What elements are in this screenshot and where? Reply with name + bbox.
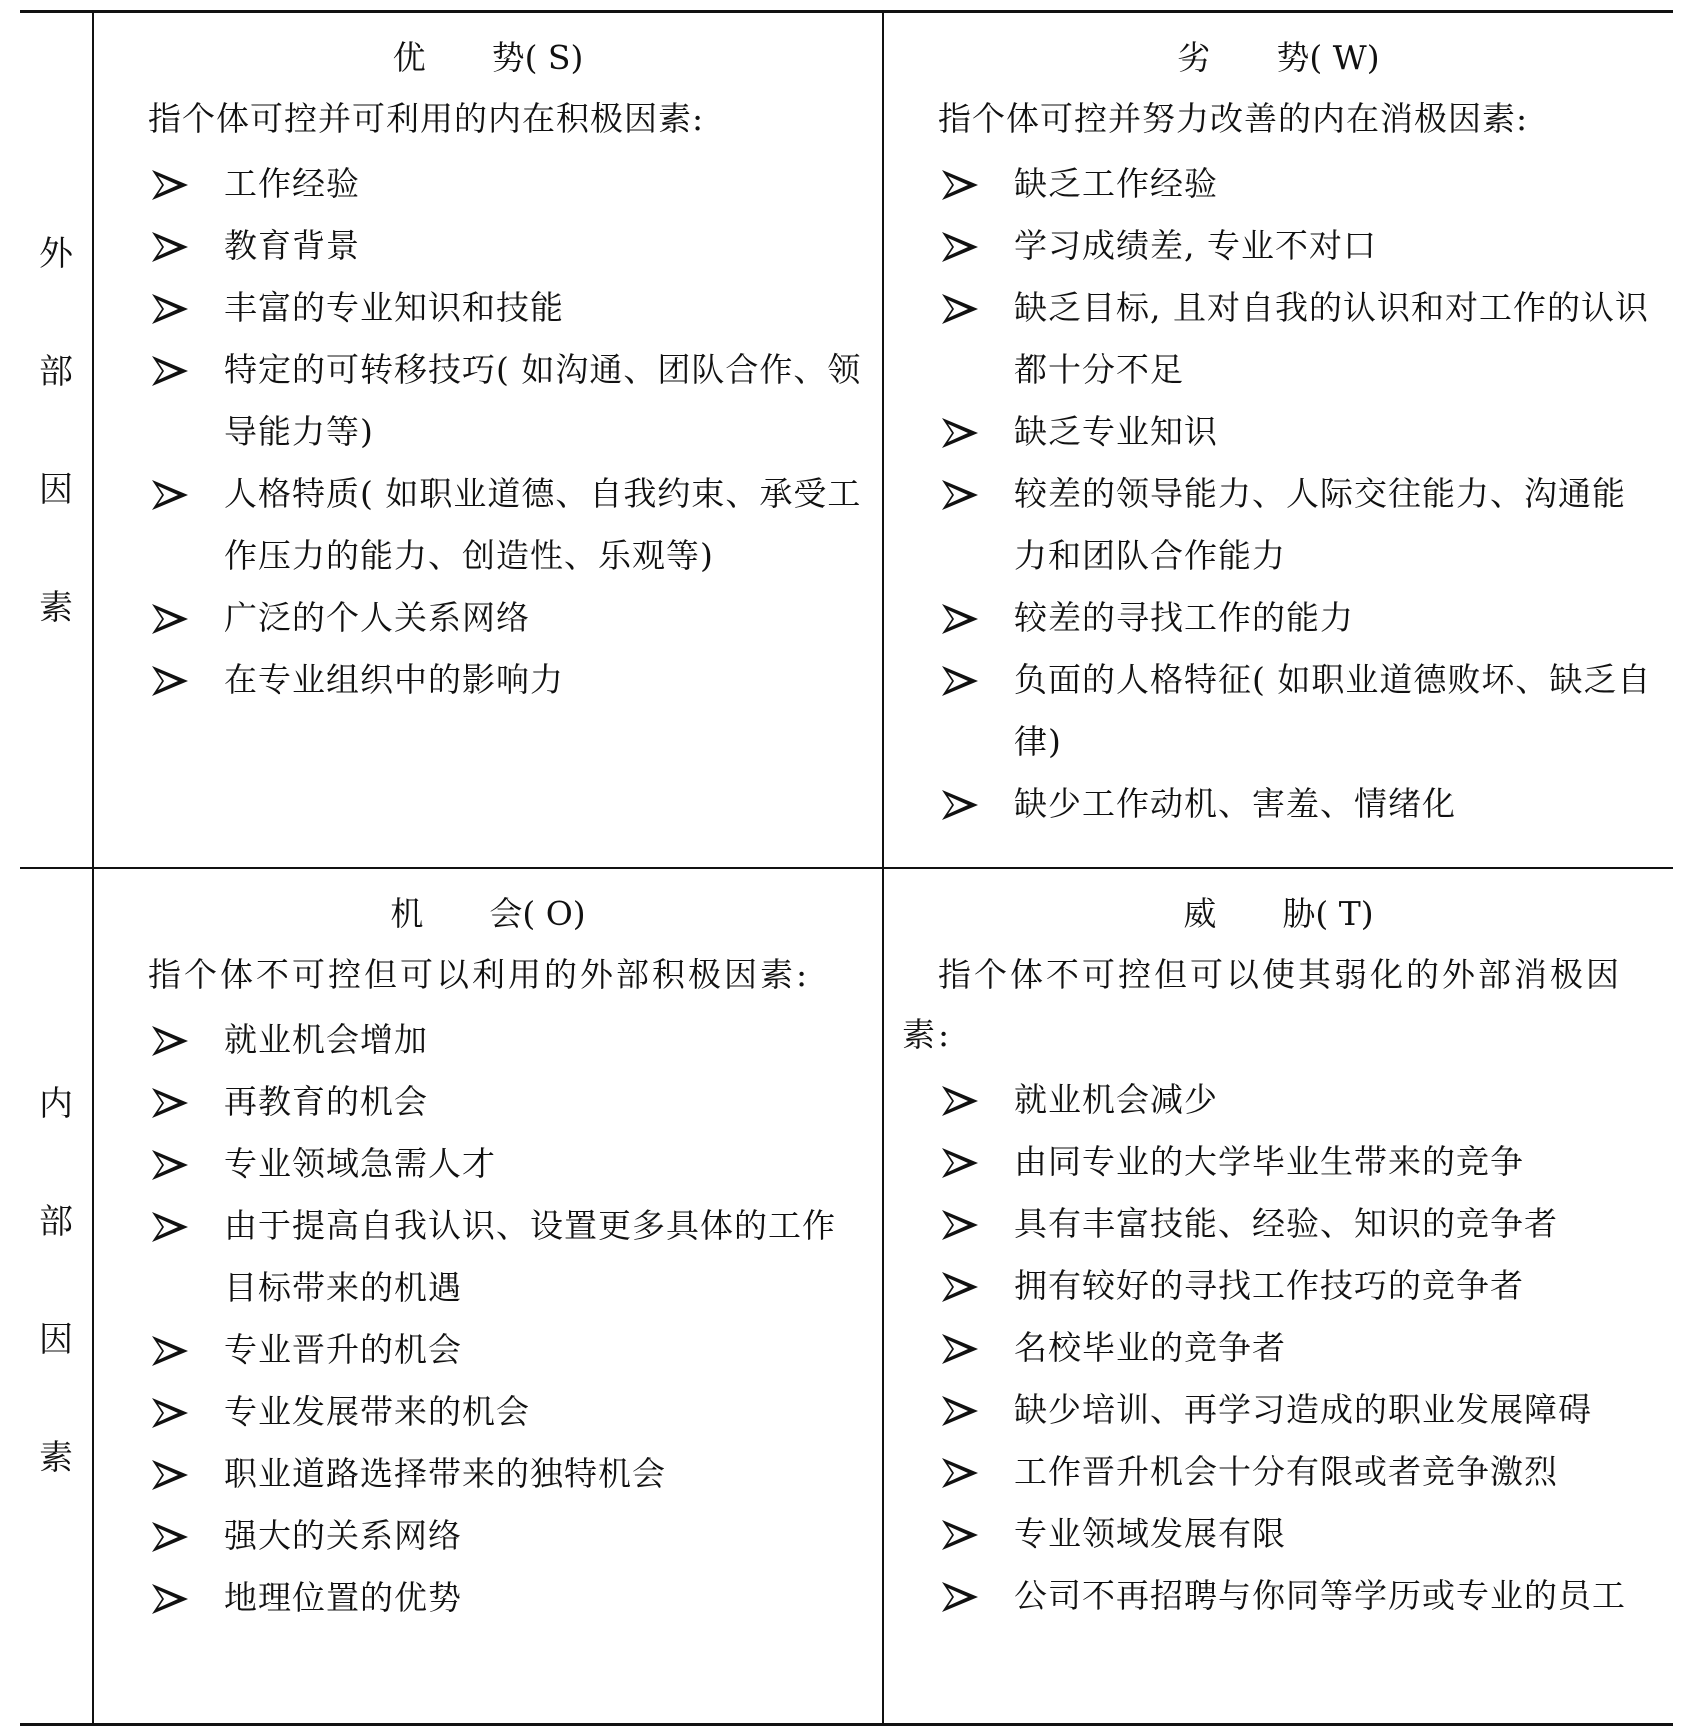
list-item <box>902 587 1655 649</box>
list-item-text: 就业机会增加 <box>224 1020 428 1059</box>
list-item <box>112 277 864 339</box>
arrowhead-bullet-icon <box>940 1271 980 1303</box>
list-item <box>902 773 1655 835</box>
arrowhead-bullet-icon <box>940 603 980 635</box>
arrowhead-bullet-icon <box>150 1397 190 1429</box>
arrowhead-bullet-icon <box>150 1087 190 1119</box>
list-item <box>112 1319 864 1381</box>
side-char: 素 <box>39 588 73 628</box>
list-item-text: 缺少工作动机、害羞、情绪化 <box>1014 784 1456 823</box>
list-item-text: 由同专业的大学毕业生带来的竞争 <box>1014 1142 1524 1181</box>
swot-row-top <box>20 12 1673 869</box>
list-item-text: 专业领域急需人才 <box>224 1144 496 1183</box>
list-item-text: 缺乏工作经验 <box>1014 164 1218 203</box>
quadrant-title: 劣 势( W) <box>1177 38 1380 77</box>
item-list <box>112 1009 864 1629</box>
list-item <box>112 153 864 215</box>
side-char: 外 <box>39 234 73 274</box>
arrowhead-bullet-icon <box>150 231 190 263</box>
list-item <box>112 215 864 277</box>
list-item <box>902 1131 1655 1193</box>
list-item-text: 广泛的个人关系网络 <box>224 598 530 637</box>
list-item <box>112 1133 864 1195</box>
list-item-text: 强大的关系网络 <box>224 1516 462 1555</box>
list-item <box>902 1255 1655 1317</box>
list-item-text: 名校毕业的竞争者 <box>1014 1328 1286 1367</box>
list-item-text: 缺乏目标, 且对自我的认识和对工作的认识都十分不足 <box>1014 288 1649 389</box>
side-label-top <box>20 13 92 667</box>
quadrant-title: 优 势( S) <box>392 38 584 77</box>
swot-row-bottom <box>20 868 1673 1725</box>
list-item <box>902 401 1655 463</box>
quadrant-title: 机 会( O) <box>390 894 586 933</box>
quadrant-strengths <box>93 12 883 869</box>
arrowhead-bullet-icon <box>150 169 190 201</box>
arrowhead-bullet-icon <box>150 1025 190 1057</box>
side-char: 素 <box>39 1438 73 1478</box>
arrowhead-bullet-icon <box>940 479 980 511</box>
list-item-text: 特定的可转移技巧( 如沟通、团队合作、领导能力等) <box>224 350 862 451</box>
list-item <box>112 339 864 463</box>
quadrant-intro: 指个体不可控但可以利用的外部积极因素: <box>148 955 811 994</box>
arrowhead-bullet-icon <box>940 789 980 821</box>
arrowhead-bullet-icon <box>940 665 980 697</box>
list-item <box>902 277 1655 401</box>
list-item <box>902 1565 1655 1627</box>
list-item-text: 在专业组织中的影响力 <box>224 660 564 699</box>
list-item <box>902 1069 1655 1131</box>
arrowhead-bullet-icon <box>940 231 980 263</box>
quadrant-intro: 指个体不可控但可以使其弱化的外部消极因素: <box>902 955 1622 1054</box>
arrowhead-bullet-icon <box>940 1333 980 1365</box>
arrowhead-bullet-icon <box>150 1211 190 1243</box>
list-item-text: 职业道路选择带来的独特机会 <box>224 1454 666 1493</box>
list-item <box>112 1505 864 1567</box>
side-cell-top <box>20 12 93 869</box>
quadrant-opportunities <box>93 868 883 1725</box>
list-item <box>902 215 1655 277</box>
list-item <box>902 463 1655 587</box>
list-item <box>902 649 1655 773</box>
arrowhead-bullet-icon <box>150 1459 190 1491</box>
arrowhead-bullet-icon <box>150 293 190 325</box>
list-item-text: 丰富的专业知识和技能 <box>224 288 564 327</box>
side-char: 部 <box>39 1202 73 1242</box>
arrowhead-bullet-icon <box>150 479 190 511</box>
arrowhead-bullet-icon <box>940 417 980 449</box>
arrowhead-bullet-icon <box>150 1335 190 1367</box>
quadrant-intro: 指个体可控并可利用的内在积极因素: <box>148 99 705 138</box>
list-item-text: 教育背景 <box>224 226 360 265</box>
list-item <box>902 1193 1655 1255</box>
list-item <box>112 649 864 711</box>
item-list <box>112 153 864 711</box>
list-item-text: 公司不再招聘与你同等学历或专业的员工 <box>1014 1576 1626 1615</box>
list-item-text: 拥有较好的寻找工作技巧的竞争者 <box>1014 1266 1524 1305</box>
list-item-text: 专业晋升的机会 <box>224 1330 462 1369</box>
quadrant-weaknesses <box>883 12 1673 869</box>
swot-table <box>20 10 1673 1726</box>
list-item <box>902 153 1655 215</box>
arrowhead-bullet-icon <box>150 1583 190 1615</box>
side-cell-bottom <box>20 868 93 1725</box>
list-item-text: 地理位置的优势 <box>224 1578 462 1617</box>
arrowhead-bullet-icon <box>940 1457 980 1489</box>
list-item <box>902 1379 1655 1441</box>
side-label-bottom <box>20 869 92 1517</box>
list-item-text: 专业发展带来的机会 <box>224 1392 530 1431</box>
list-item-text: 缺少培训、再学习造成的职业发展障碍 <box>1014 1390 1592 1429</box>
list-item <box>902 1503 1655 1565</box>
list-item <box>112 463 864 587</box>
item-list <box>902 153 1655 835</box>
arrowhead-bullet-icon <box>150 1149 190 1181</box>
arrowhead-bullet-icon <box>940 1395 980 1427</box>
arrowhead-bullet-icon <box>150 665 190 697</box>
list-item <box>902 1317 1655 1379</box>
side-char: 内 <box>39 1084 73 1124</box>
list-item <box>112 1381 864 1443</box>
quadrant-threats <box>883 868 1673 1725</box>
list-item-text: 工作经验 <box>224 164 360 203</box>
list-item <box>112 1567 864 1629</box>
arrowhead-bullet-icon <box>940 1085 980 1117</box>
list-item <box>112 587 864 649</box>
list-item-text: 专业领域发展有限 <box>1014 1514 1286 1553</box>
arrowhead-bullet-icon <box>940 293 980 325</box>
list-item <box>112 1009 864 1071</box>
quadrant-title: 威 胁( T) <box>1183 894 1374 933</box>
arrowhead-bullet-icon <box>150 603 190 635</box>
list-item-text: 学习成绩差, 专业不对口 <box>1014 226 1377 265</box>
list-item-text: 缺乏专业知识 <box>1014 412 1218 451</box>
side-char: 因 <box>39 470 73 510</box>
arrowhead-bullet-icon <box>940 1147 980 1179</box>
list-item-text: 较差的领导能力、人际交往能力、沟通能力和团队合作能力 <box>1014 474 1626 575</box>
arrowhead-bullet-icon <box>940 1519 980 1551</box>
arrowhead-bullet-icon <box>940 1581 980 1613</box>
side-char: 部 <box>39 352 73 392</box>
arrowhead-bullet-icon <box>150 1521 190 1553</box>
quadrant-intro: 指个体可控并努力改善的内在消极因素: <box>938 99 1529 138</box>
list-item-text: 再教育的机会 <box>224 1082 428 1121</box>
list-item-text: 人格特质( 如职业道德、自我约束、承受工作压力的能力、创造性、乐观等) <box>224 474 862 575</box>
arrowhead-bullet-icon <box>940 169 980 201</box>
arrowhead-bullet-icon <box>150 355 190 387</box>
list-item-text: 工作晋升机会十分有限或者竞争激烈 <box>1014 1452 1558 1491</box>
list-item <box>112 1443 864 1505</box>
list-item-text: 较差的寻找工作的能力 <box>1014 598 1354 637</box>
list-item <box>112 1195 864 1319</box>
list-item-text: 具有丰富技能、经验、知识的竞争者 <box>1014 1204 1558 1243</box>
list-item-text: 负面的人格特征( 如职业道德败坏、缺乏自律) <box>1014 660 1652 761</box>
list-item-text: 由于提高自我认识、设置更多具体的工作目标带来的机遇 <box>224 1206 836 1307</box>
side-char: 因 <box>39 1320 73 1360</box>
arrowhead-bullet-icon <box>940 1209 980 1241</box>
list-item-text: 就业机会减少 <box>1014 1080 1218 1119</box>
list-item <box>112 1071 864 1133</box>
list-item <box>902 1441 1655 1503</box>
item-list <box>902 1069 1655 1627</box>
